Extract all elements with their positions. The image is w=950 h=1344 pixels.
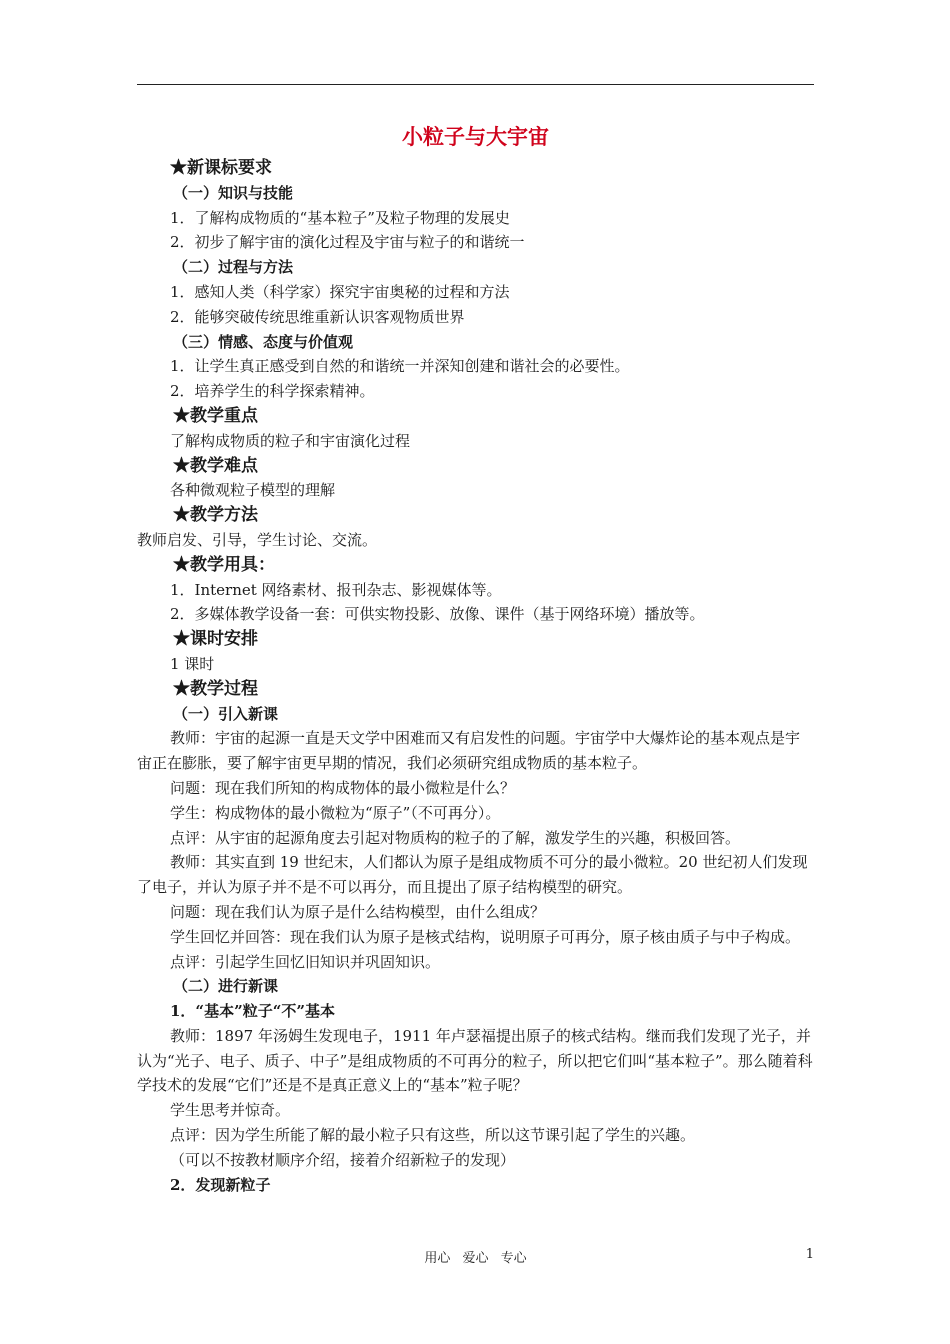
heading-method: ★教学方法 <box>173 505 258 526</box>
header-rule <box>137 84 814 85</box>
paragraph: 教师：宇宙的起源一直是天文学中困难而又有启发性的问题。宇宙学中大爆炸论的基本观点是宇宙正在膨胀，要了解宇宙更早期的情况，我们必须研究组成物质的基本粒子。 <box>137 729 801 773</box>
subheading-basic-particles: 1．“基本”粒子“不”基本 <box>170 1002 335 1021</box>
paragraph: 教师：其实直到 19 世纪末，人们都认为原子是组成物质不可分的最小微粒。20 世纪初人们发现了电子，并认为原子并不是不可以再分，而且提出了原子结构模型的研究。 <box>137 853 808 897</box>
subheading-knowledge: （一）知识与技能 <box>173 183 294 202</box>
paragraph: 教师：1897 年汤姆生发现电子，1911 年卢瑟福提出原子的核式结构。继而我们发现了光子，并认为“光子、电子、质子、中子”是组成物质的不可再分的粒子，所以把它们叫“基本粒子”。那么随着科学技术的发展“它们”还是不是真正意义上的“基本”粒子呢？ <box>137 1026 813 1095</box>
paragraph: 学生回忆并回答：现在我们认为原子是核式结构，说明原子可再分，原子核由质子与中子构成。 <box>170 927 801 946</box>
paragraph: 学生思考并惊奇。 <box>170 1101 291 1120</box>
list-item: 2．多媒体教学设备一套：可供实物投影、放像、课件（基于网络环境）播放等。 <box>170 605 705 624</box>
subheading-process: （二）过程与方法 <box>173 258 294 277</box>
list-item: 2．初步了解宇宙的演化过程及宇宙与粒子的和谐统一 <box>170 233 525 252</box>
page-footer <box>137 1247 814 1267</box>
paragraph: 点评：从宇宙的起源角度去引起对物质构的粒子的了解，激发学生的兴趣，积极回答。 <box>170 828 741 847</box>
subheading-new-lesson: （二）进行新课 <box>173 977 279 996</box>
heading-tools: ★教学用具： <box>173 554 275 575</box>
list-item: 1．Internet 网络素材、报刊杂志、影视媒体等。 <box>170 580 502 599</box>
heading-difficulty: ★教学难点 <box>173 455 258 476</box>
paragraph: 问题：现在我们认为原子是什么结构模型，由什么组成？ <box>170 902 546 921</box>
subheading-emotion: （三）情感、态度与价值观 <box>173 332 354 351</box>
list-item: 1．了解构成物质的“基本粒子”及粒子物理的发展史 <box>170 208 510 227</box>
schedule-text: 1 课时 <box>170 654 215 673</box>
difficulty-text: 各种微观粒子模型的理解 <box>170 481 336 500</box>
list-item: 2．能够突破传统思维重新认识客观物质世界 <box>170 307 465 326</box>
paragraph: 问题：现在我们所知的构成物体的最小微粒是什么？ <box>170 778 516 797</box>
paragraph: （可以不按教材顺序介绍，接着介绍新粒子的发现） <box>170 1150 516 1169</box>
paragraph: 点评：引起学生回忆旧知识并巩固知识。 <box>170 952 441 971</box>
heading-requirements: ★新课标要求 <box>170 158 272 178</box>
page-number: 1 <box>805 1247 814 1262</box>
footer-motto: 用心 爱心 专心 <box>424 1251 527 1266</box>
key-point-text: 了解构成物质的粒子和宇宙演化过程 <box>170 431 411 450</box>
subheading-discover: 2．发现新粒子 <box>170 1175 271 1194</box>
method-text: 教师启发、引导，学生讨论、交流。 <box>137 530 378 549</box>
list-item: 1．让学生真正感受到自然的和谐统一并深知创建和谐社会的必要性。 <box>170 357 630 376</box>
list-item: 1．感知人类（科学家）探究宇宙奥秘的过程和方法 <box>170 282 510 301</box>
subheading-intro: （一）引入新课 <box>173 704 279 723</box>
paragraph: 点评：因为学生所能了解的最小粒子只有这些，所以这节课引起了学生的兴趣。 <box>170 1126 696 1145</box>
heading-schedule: ★课时安排 <box>173 629 258 650</box>
paragraph: 学生：构成物体的最小微粒为“原子”（不可再分）。 <box>170 803 501 822</box>
page-title: 小粒子与大宇宙 <box>402 124 549 149</box>
heading-key-point: ★教学重点 <box>173 405 258 426</box>
heading-procedure: ★教学过程 <box>173 678 258 699</box>
document-body <box>137 118 814 1197</box>
list-item: 2．培养学生的科学探索精神。 <box>170 382 375 401</box>
